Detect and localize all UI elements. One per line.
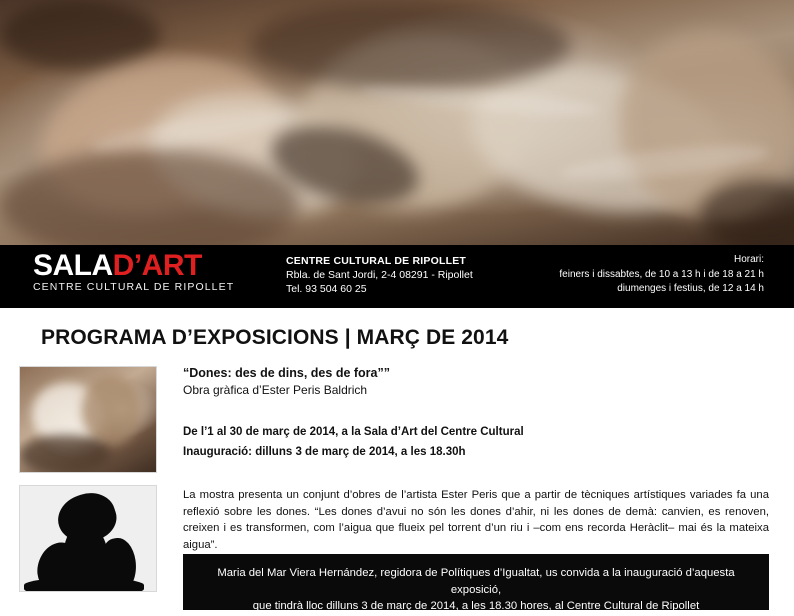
hours-label: Horari: bbox=[733, 254, 764, 265]
logo-subtitle: CENTRE CULTURAL DE RIPOLLET bbox=[33, 281, 235, 293]
exhibition-title: “Dones: des de dins, des de fora”” bbox=[183, 366, 390, 380]
hours-weekdays: feiners i dissabtes, de 10 a 13 h i de 18 a 21 h bbox=[559, 268, 764, 280]
artwork-thumbnail-silhouette bbox=[19, 485, 157, 592]
thumb-shape bbox=[82, 375, 142, 445]
logo-title bbox=[33, 249, 234, 283]
hero-artwork-image bbox=[0, 0, 794, 245]
hours-sundays: diumenges i festius, de 12 a 14 h bbox=[617, 283, 764, 294]
exhibition-description: La mostra presenta un conjunt d’obres de l’artista Ester Peris que a partir de tècniques artístiques variades fa una reflexió sobre les dones. “Les dones d’avui no són les dones d’ahir, ni les dones de demà: canvien, es renoven, creixen i es transformen, com l’aigua que flueix pel torrent d’un riu i –com ens recorda Heràclit– mai és la mateixa aigua”. bbox=[183, 489, 769, 551]
thumb-shape bbox=[20, 435, 110, 473]
venue-name: CENTRE CULTURAL DE RIPOLLET bbox=[286, 255, 467, 267]
exhibition-opening-date: Inauguració: dilluns 3 de març de 2014, a les 18.30h bbox=[183, 446, 466, 458]
logo-title-main: SALA bbox=[33, 249, 113, 282]
opening-hours-block bbox=[559, 253, 764, 297]
silhouette-shape bbox=[24, 578, 144, 592]
venue-street: Rbla. de Sant Jordi, 2-4 08291 - Ripollet bbox=[286, 269, 473, 281]
invitation-line-2: que tindrà lloc dilluns 3 de març de 2014, a les 18.30 hores, al Centre Cultural de Ripollet bbox=[252, 600, 700, 612]
page-title: PROGRAMA D’EXPOSICIONS | MARÇ DE 2014 bbox=[41, 326, 509, 349]
artwork-thumbnail-faces bbox=[19, 366, 157, 473]
hero-form-shape bbox=[250, 0, 570, 90]
invitation-box bbox=[183, 554, 769, 610]
hero-shadow-shape bbox=[0, 0, 160, 70]
main-content bbox=[0, 308, 794, 616]
exhibition-run-dates: De l’1 al 30 de març de 2014, a la Sala d’Art del Centre Cultural bbox=[183, 426, 524, 438]
venue-phone: Tel. 93 504 60 25 bbox=[286, 283, 367, 295]
invitation-line-1: Maria del Mar Viera Hernández, regidora de Polítiques d’Igualtat, us convida a la inauguració d’aquesta exposició, bbox=[217, 567, 735, 596]
exhibition-artist: Obra gràfica d’Ester Peris Baldrich bbox=[183, 383, 368, 397]
venue-address-block bbox=[286, 254, 473, 296]
exhibition-dates bbox=[183, 422, 524, 462]
venue-banner bbox=[0, 245, 794, 308]
sala-dart-logo bbox=[33, 249, 234, 293]
logo-title-accent: D’ART bbox=[112, 249, 202, 282]
